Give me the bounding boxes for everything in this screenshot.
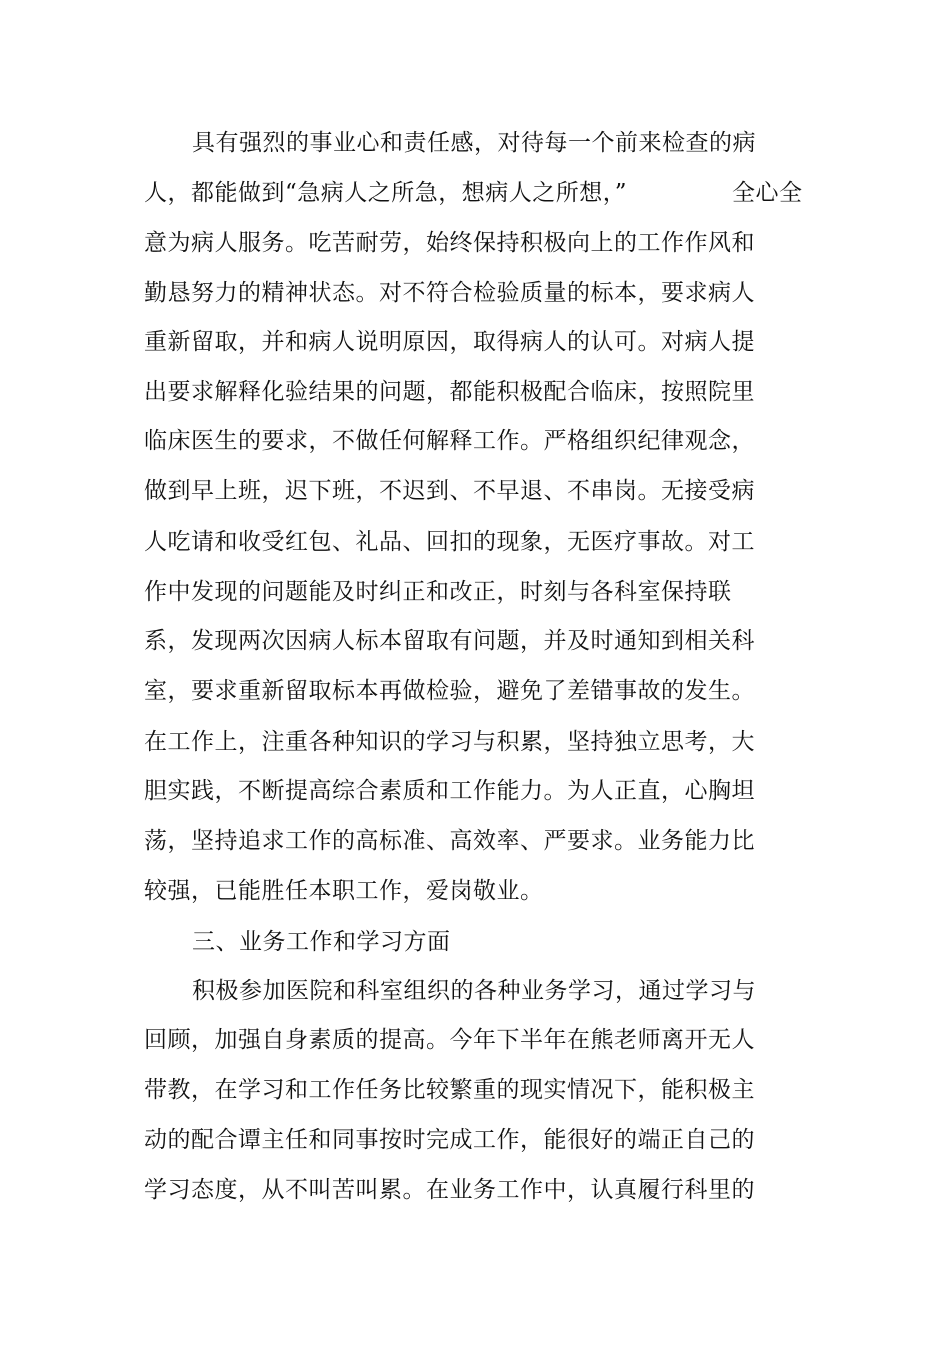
paragraph-line: 动的配合谭主任和同事按时完成工作，能很好的端正自己的: [144, 1127, 755, 1153]
paragraph-line: 具有强烈的事业心和责任感，对待每一个前来检查的病: [192, 130, 756, 156]
paragraph-line: 系，发现两次因病人标本留取有问题，并及时通知到相关科: [144, 628, 755, 654]
paragraph-line: 积极参加医院和科室组织的各种业务学习，通过学习与: [192, 978, 756, 1004]
paragraph-line: 作中发现的问题能及时纠正和改正，时刻与各科室保持联: [144, 579, 732, 605]
paragraph-line: 荡，坚持追求工作的高标准、高效率、严要求。业务能力比: [144, 828, 755, 854]
paragraph-line: 出要求解释化验结果的问题，都能积极配合临床，按照院里: [144, 379, 755, 405]
paragraph-line: 较强，已能胜任本职工作，爱岗敬业。: [144, 878, 544, 904]
paragraph-line-trailing: 全心全: [732, 180, 803, 206]
paragraph-line: 学习态度，从不叫苦叫累。在业务工作中，认真履行科里的: [144, 1177, 755, 1203]
paragraph-line: 人吃请和收受红包、礼品、回扣的现象，无医疗事故。对工: [144, 529, 755, 555]
paragraph-line: 胆实践，不断提高综合素质和工作能力。为人正直，心胸坦: [144, 778, 755, 804]
paragraph-line: 人，都能做到“急病人之所急，想病人之所想，”: [144, 180, 628, 206]
paragraph-line: 带教，在学习和工作任务比较繁重的现实情况下，能积极主: [144, 1077, 755, 1103]
paragraph-line: 做到早上班，迟下班，不迟到、不早退、不串岗。无接受病: [144, 478, 755, 504]
paragraph-line: 临床医生的要求，不做任何解释工作。严格组织纪律观念，: [144, 428, 755, 454]
paragraph-line: 在工作上，注重各种知识的学习与积累，坚持独立思考，大: [144, 729, 755, 755]
paragraph-line: 重新留取，并和病人说明原因，取得病人的认可。对病人提: [144, 329, 755, 355]
paragraph-line: 勤恳努力的精神状态。对不符合检验质量的标本，要求病人: [144, 280, 755, 306]
paragraph-line: 回顾，加强自身素质的提高。今年下半年在熊老师离开无人: [144, 1027, 755, 1053]
section-heading: 三、业务工作和学习方面: [192, 929, 451, 955]
paragraph-line: 室，要求重新留取标本再做检验，避免了差错事故的发生。: [144, 678, 755, 704]
paragraph-line: 意为病人服务。吃苦耐劳，始终保持积极向上的工作作风和: [144, 230, 755, 256]
